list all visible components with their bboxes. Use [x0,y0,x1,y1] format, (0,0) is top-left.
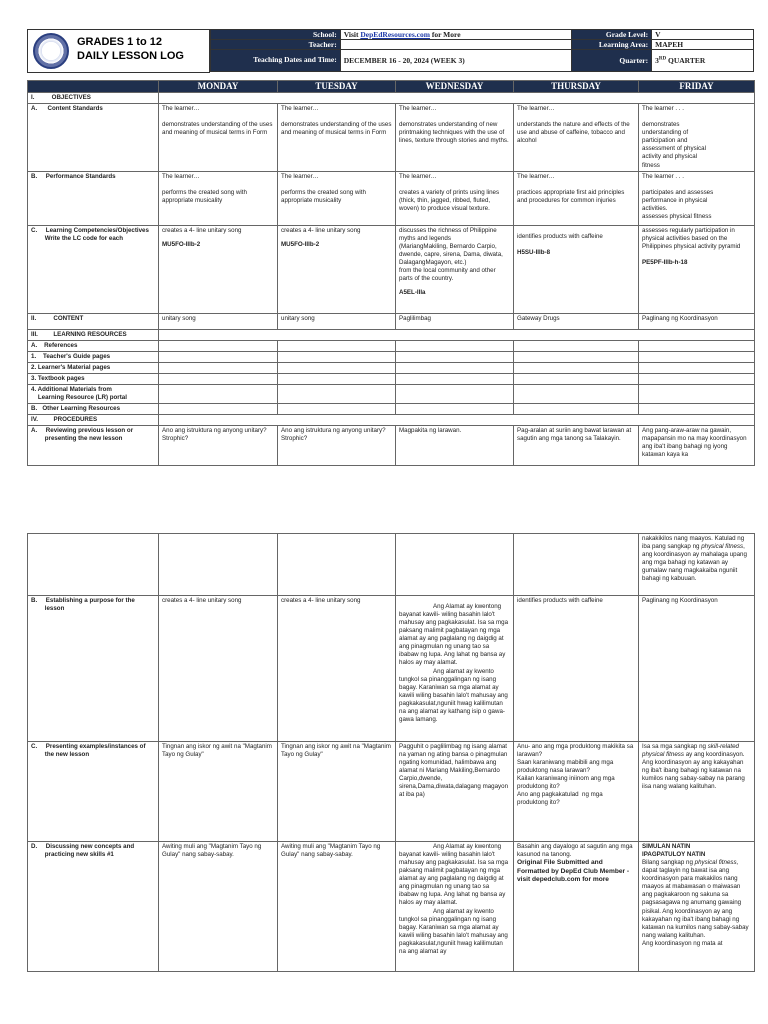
disc-thursday: Basahin ang dayalogo at sagutin ang mga kasunod na tanong. Original File Submitted and Formatted by DepEd Club Member - visit depedclub.com for more [514,842,639,972]
disc-wednesday: Ang Alamat ay kwentong bayanat kawili- wiling basahin lalo't mahusay ang pagkakasulat. Isa sa mga paksang malimit pagbatayan ng mga alamat ay ang paglalang ng daigdig at ang pinagmulan ng unang tao sa ibabaw ng lupa. Ang lahat ng bansa ay halos ay may alamat. Ang alamat ay kwento tungkol sa pinanggalingan ng isang bagay. Karaniwan sa mga alamat ay kawili wiling basahin lalo't mahusay ang pagkakasulat,nguniit hwag kalilimutan na ang alamat ay [396,842,514,972]
performance-standards-label: B. Performance Standards [28,171,159,225]
presenting-examples-label: C. Presenting examples/instances of the new lesson [28,742,159,842]
pres-monday: Tingnan ang iskor ng awit na "Magtanim Tayo ng Gulay" [159,742,278,842]
references-label: A. References [28,340,159,351]
teacher-value [340,40,572,50]
disc-tuesday: Awiting muli ang "Magtanim Tayo ng Gulay" nang sabay-sabay. [278,842,396,972]
rev-thursday: Pag-aralan at suriin ang bawat larawan at sagutin ang mga tanong sa Talakayin. [514,426,639,466]
content-thursday: Gateway Drugs [514,313,639,329]
objectives-row-fill [159,93,755,104]
school-label: School: [211,30,341,40]
disc-monday: Awiting muli ang "Magtanim Tayo ng Gulay" nang sabay-sabay. [159,842,278,972]
lc-tuesday [278,225,396,313]
pres-friday: Isa sa mga sangkap ng skill-related physical fitness ay ang koordinasyon. Ang koordinasyon ay ang kakayahan ng iba't ibang bahagi ng katawan na kumilos nang sabay-sabay na parang iisa nang walang kalituhan. [639,742,755,842]
pres-wednesday: Pagguhit o paglilimbag ng isang alamat na yaman ng ating bansa o pinagmulan ngating komunidad, halimbawa ang alamat ni Mariang Makiling,Bernardo Carpio,dwende, sirena,Dama,diwata,dalagang magayon at iba pa) [396,742,514,842]
content-friday: Paglinang ng Koordinasyon [639,313,755,329]
pres-thursday: Anu- ano ang mga produktong makikita sa larawan? Saan karaniwang mabibili ang mga produktong nasa larawan? Kailan karaniwang iniinom ang mga produktong ito? Ano ang pagkakatulad ng mga produktong ito? [514,742,639,842]
lc-friday [639,225,755,313]
rev-monday: Ano ang istruktura ng anyong unitary? Strophic? [159,426,278,466]
rev-tuesday: Ano ang istruktura ng anyong unitary? Strophic? [278,426,396,466]
teaching-dates-value: DECEMBER 16 - 20, 2024 (WEEK 3) [340,50,572,72]
learners-material-label: 2. Learner's Material pages [28,362,159,373]
title-daily-lesson-log: DAILY LESSON LOG [77,50,184,62]
school-value: Visit DepEdResources.com for More [340,30,572,40]
est-tuesday: creates a 4- line unitary song [278,596,396,742]
est-wednesday: Ang Alamat ay kwentong bayanat kawili- wiling basahin lalo't mahusay ang pagkakasulat. Isa sa mga paksang malimit pagbatayan ng mga alamat ay ang paglalang ng daigdig at ang pinagmulan ng unang tao sa ibabaw ng lupa. Ang lahat ng bansa ay halos ay may alamat. Ang alamat ay kwento tungkol sa pinanggalingan ng isang bagay. Karaniwan sa mga alamat ay kawili wiling basahin lalo't mahusay ang pagkakasulat,nguniit hwag kalilimutan na ang alamat ay kathang isip o gawa-gawa lamang. [396,596,514,742]
est-monday: creates a 4- line unitary song [159,596,278,742]
lesson-log-header [27,29,754,73]
content-wednesday: Paglilimbag [396,313,514,329]
title-grades: GRADES 1 to 12 [77,36,162,48]
day-header-wednesday: WEDNESDAY [396,81,514,93]
depedresources-link[interactable]: DepEdResources.com [360,30,430,39]
grade-level-value: V [652,30,754,40]
day-header-tuesday: TUESDAY [278,81,396,93]
teaching-dates-label: Teaching Dates and Time: [211,50,341,72]
cs-monday: The learner… demonstrates understanding of the uses and meaning of musical terms in Form [159,104,278,172]
procedures-heading: IV. PROCEDURES [28,415,159,426]
lc-wednesday [396,225,514,313]
day-header-thursday: THURSDAY [514,81,639,93]
quarter-label: Quarter: [572,50,652,72]
procedures-row-fill [159,415,755,426]
est-friday: Paglinang ng Koordinasyon [639,596,755,742]
other-resources-label: B. Other Learning Resources [28,404,159,415]
objectives-heading: I. OBJECTIVES [28,93,159,104]
ps-friday: The learner . . . participates and assesses performance in physical activities. assesses physical fitness [639,171,755,225]
cs-thursday: The learner… understands the nature and effects of the use and abuse of caffeine, tobacco and alcohol [514,104,639,172]
content-label: II. CONTENT [28,313,159,329]
discussing-concepts-label: D. Discussing new concepts and practicing new skills #1 [28,842,159,972]
learning-area-label: Learning Area: [572,40,652,50]
lc-monday [159,225,278,313]
title-block [27,29,210,73]
lc-wednesday-code: A5EL-IIIa [399,289,426,296]
lc-tuesday-text: creates a 4- line unitary song [281,226,361,234]
rev-friday: Ang pang-araw-araw na gawain, mapapansin mo na may koordinasyon ang iba't ibang bahagi ng iyong katawan kaya ka [639,426,755,466]
competencies-label: C. Learning Competencies/Objectives Write the LC code for each [28,225,159,313]
depedclub-note: Original File Submitted and Formatted by DepEd Club Member - visit depedclub.com for more [517,859,630,884]
ps-monday: The learner… performs the created song with appropriate musicality [159,171,278,225]
corner-cell [28,81,159,93]
rev-wednesday: Magpakita ng larawan. [396,426,514,466]
cs-wednesday: The learner… demonstrates understanding of new printmaking techniques with the use of lines, texture through stories and myths. [396,104,514,172]
header-info-grid [210,29,754,72]
lesson-log-table-page2 [27,533,755,972]
learning-resources-heading: III. LEARNING RESOURCES [28,329,159,340]
pres-tuesday: Tingnan ang iskor ng awit na "Magtanim Tayo ng Gulay" [278,742,396,842]
establishing-purpose-label: B. Establishing a purpose for the lesson [28,596,159,742]
lc-monday-text: creates a 4- line unitary song [162,226,242,234]
content-tuesday: unitary song [278,313,396,329]
additional-materials-label: 4. Additional Materials from Learning Resource (LR) portal [28,384,159,403]
ps-tuesday: The learner… performs the created song with appropriate musicality [278,171,396,225]
teachers-guide-label: 1. Teacher's Guide pages [28,351,159,362]
disc-friday: SIMULAN NATIN IPAGPATULOY NATIN Bilang sangkap ng physical fitness, dapat taglayin ng bawat isa ang koordinasyon para makakilos nang maayos at mabawasan o maiwasan ang pagkakaroon ng sakuna sa pagsasagawa ng anumang gawaing pisikal. Ang koordinasyon ay ang kakayahan ng iba't ibang bahagi ng katawan na kumilos nang sabay-sabay nang walang kalituhan. Ang koordinasyon ng mata at [639,842,755,972]
content-monday: unitary song [159,313,278,329]
learning-area-value: MAPEH [652,40,754,50]
lc-monday-code: MU5FO-IIIb-2 [162,240,201,248]
est-thursday: identifies products with caffeine [514,596,639,742]
cs-friday: The learner . . . demonstrates understanding of participation and assessment of physical activity and physical fitness [639,104,755,172]
lc-tuesday-code: MU5FO-IIIb-2 [281,240,320,248]
lc-thursday-code: H5SU-IIIb-8 [517,248,551,256]
lc-wednesday-text: discusses the richness of Philippine myths and legends (MariangMakiling, Bernardo Carpio, dwende, capre, sirena, Dama, diwata, DalagangMagayon, etc.) from the local community and other parts of the country. [399,226,503,282]
day-header-friday: FRIDAY [639,81,755,93]
lc-thursday-text: identifies products with caffeine [517,232,603,240]
content-standards-label: A. Content Standards [28,104,159,172]
teacher-label: Teacher: [211,40,341,50]
resources-row-fill [159,329,755,340]
lc-friday-text: assesses regularly participation in physical activities based on the Philippines physical activity pyramid [642,226,741,250]
textbook-pages-label: 3. Textbook pages [28,373,159,384]
ps-thursday: The learner… practices appropriate first aid principles and procedures for common injuries [514,171,639,225]
lc-thursday [514,225,639,313]
friday-continuation: nakakikilos nang maayos. Katulad ng iba pang sangkap ng physical fitness, ang koordinasyon ay mahalaga upang ang mga bahagi ng katawan ay gumalaw nang magkakaiba nguniit bahagi ng kabuuan. [639,534,755,596]
cs-tuesday: The learner… demonstrates understanding of the uses and meaning of musical terms in Form [278,104,396,172]
lc-friday-code: PE5PF-IIIb-h-18 [642,258,688,266]
quarter-value: 3RD QUARTER [652,50,754,72]
day-header-monday: MONDAY [159,81,278,93]
grade-level-label: Grade Level: [572,30,652,40]
deped-seal-logo [33,33,69,69]
ps-wednesday: The learner… creates a variety of prints using lines (thick, thin, jagged, ribbed, fluted, woven) to produce visual texture. [396,171,514,225]
lesson-log-table-page1 [27,80,755,466]
reviewing-label: A. Reviewing previous lesson or presenting the new lesson [28,426,159,466]
